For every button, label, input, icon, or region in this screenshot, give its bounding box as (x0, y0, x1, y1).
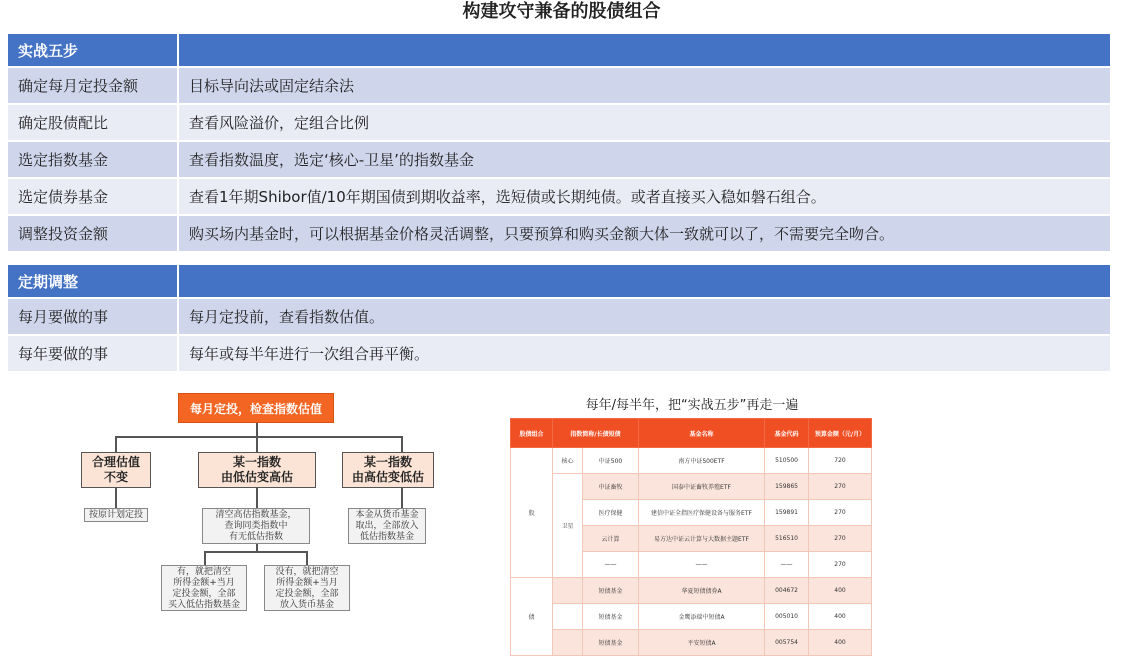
table-row (8, 68, 1110, 105)
step-label: 确定每月定投金额 (8, 68, 179, 105)
amount-cell: 400 (809, 578, 872, 604)
fund-name-cell: 国泰中证畜牧养殖ETF (639, 474, 765, 500)
amount-cell: 400 (809, 604, 872, 630)
section-header-blank (179, 265, 1110, 299)
flow-start-text: 每月定投，检查指数估值 (189, 401, 322, 416)
step-label: 选定指数基金 (8, 142, 179, 179)
table-row (511, 448, 872, 474)
fund-table-caption: 每年/每半年，把“实战五步”再走一遍 (585, 398, 799, 413)
flow-start-box (178, 393, 334, 423)
index-cell: —— (583, 552, 639, 578)
connector-line (401, 436, 403, 452)
fund-code-cell: 159865 (765, 474, 809, 500)
branch-box-stable: 合理估值 不变 (81, 452, 151, 488)
step-label: 确定股债配比 (8, 105, 179, 142)
index-cell: 短债基金 (583, 604, 639, 630)
steps-table (8, 34, 1110, 253)
header-cell: 预算金额（元/月） (809, 419, 872, 448)
amount-cell: 270 (809, 474, 872, 500)
index-cell: 医疗保健 (583, 500, 639, 526)
table-row (511, 604, 872, 630)
task-label: 每月要做的事 (8, 299, 179, 336)
section-header: 实战五步 (8, 34, 179, 68)
fund-name-cell: 平安短债A (639, 630, 765, 656)
connector-line (204, 551, 307, 553)
header-cell: 基金名称 (639, 419, 765, 448)
fund-code-cell: 005754 (765, 630, 809, 656)
index-cell: 云计算 (583, 526, 639, 552)
connector-line (306, 551, 308, 565)
index-cell: 中证500 (583, 448, 639, 474)
connector-line (256, 436, 258, 452)
index-cell: 中证畜牧 (583, 474, 639, 500)
core-label: 核心 (553, 448, 583, 474)
header-cell: 指数简称/长债短债 (553, 419, 639, 448)
amount-cell: 400 (809, 630, 872, 656)
page-title: 构建攻守兼备的股债组合 (462, 1, 661, 22)
amount-cell: 270 (809, 552, 872, 578)
table-row (8, 105, 1110, 142)
amount-cell: 270 (809, 500, 872, 526)
fund-code-cell: 510500 (765, 448, 809, 474)
table-row (8, 336, 1110, 373)
fund-code-cell: 516510 (765, 526, 809, 552)
connector-line (115, 488, 117, 508)
fund-name-cell: 华夏短债债券A (639, 578, 765, 604)
step-description: 查看风险溢价，定组合比例 (179, 105, 1110, 142)
task-description: 每月定投前，查看指数估值。 (179, 299, 1110, 336)
index-cell: 短债基金 (583, 578, 639, 604)
fund-code-cell: 159891 (765, 500, 809, 526)
stock-group-label: 股 (511, 448, 553, 578)
fund-table (510, 418, 872, 656)
section-header-blank (179, 34, 1110, 68)
rebalance-flowchart (78, 388, 438, 613)
bond-group-label: 债 (511, 578, 553, 656)
table-row (511, 630, 872, 656)
action-box-buy-undervalued: 本金从货币基金 取出，全部放入 低估指数基金 (348, 508, 426, 544)
table-row (511, 474, 872, 500)
action-box-yes: 有，就把清空 所得金额+当月 定投金额，全部 买入低估指数基金 (161, 565, 247, 611)
action-box-clear-overvalued: 清空高估指数基金， 查询同类指数中 有无低估指数 (202, 508, 310, 544)
branch-box-undervalued: 某一指数 由高估变低估 (342, 452, 434, 488)
fund-name-cell: 南方中证500ETF (639, 448, 765, 474)
task-label: 每年要做的事 (8, 336, 179, 373)
connector-line (256, 423, 258, 436)
branch-box-overvalued: 某一指数 由低估变高估 (198, 452, 316, 488)
fund-table-header (511, 419, 872, 448)
step-description: 目标导向法或固定结余法 (179, 68, 1110, 105)
fund-name-cell: 金鹰添瑞中短债A (639, 604, 765, 630)
fund-name-cell: —— (639, 552, 765, 578)
amount-cell: 270 (809, 526, 872, 552)
section-header: 定期调整 (8, 265, 179, 299)
action-box-no: 没有，就把清空 所得金额+当月 定投金额，全部 放入货币基金 (264, 565, 350, 611)
table-row (8, 299, 1110, 336)
table-row (8, 216, 1110, 253)
step-description: 购买场内基金时，可以根据基金价格灵活调整，只要预算和购买金额大体一致就可以了，不需要完全吻合。 (179, 216, 1110, 253)
step-label: 调整投资金额 (8, 216, 179, 253)
connector-line (401, 488, 403, 508)
task-description: 每年或每半年进行一次组合再平衡。 (179, 336, 1110, 373)
fund-code-cell: 004672 (765, 578, 809, 604)
step-label: 选定债券基金 (8, 179, 179, 216)
amount-cell: 720 (809, 448, 872, 474)
header-cell: 基金代码 (765, 419, 809, 448)
step-description: 查看指数温度，选定‘核心-卫星’的指数基金 (179, 142, 1110, 179)
fund-code-cell: 005010 (765, 604, 809, 630)
connector-line (204, 551, 206, 565)
satellite-label: 卫星 (553, 474, 583, 578)
fund-name-cell: 易方达中证云计算与大数据主题ETF (639, 526, 765, 552)
connector-line (115, 436, 402, 438)
adjustment-table (8, 265, 1110, 373)
connector-line (256, 488, 258, 508)
fund-name-cell: 建信中证全指医疗保健设备与服务ETF (639, 500, 765, 526)
table-row (8, 142, 1110, 179)
fund-code-cell: —— (765, 552, 809, 578)
connector-line (256, 544, 258, 551)
table-row (511, 578, 872, 604)
index-cell: 短债基金 (583, 630, 639, 656)
connector-line (115, 436, 117, 452)
table-row (8, 179, 1110, 216)
header-cell: 股债组合 (511, 419, 553, 448)
action-box-keep-plan: 按原计划定投 (84, 508, 148, 522)
step-description: 查看1年期Shibor值/10年期国债到期收益率，选短债或长期纯债。或者直接买入稳如磐石组合。 (179, 179, 1110, 216)
